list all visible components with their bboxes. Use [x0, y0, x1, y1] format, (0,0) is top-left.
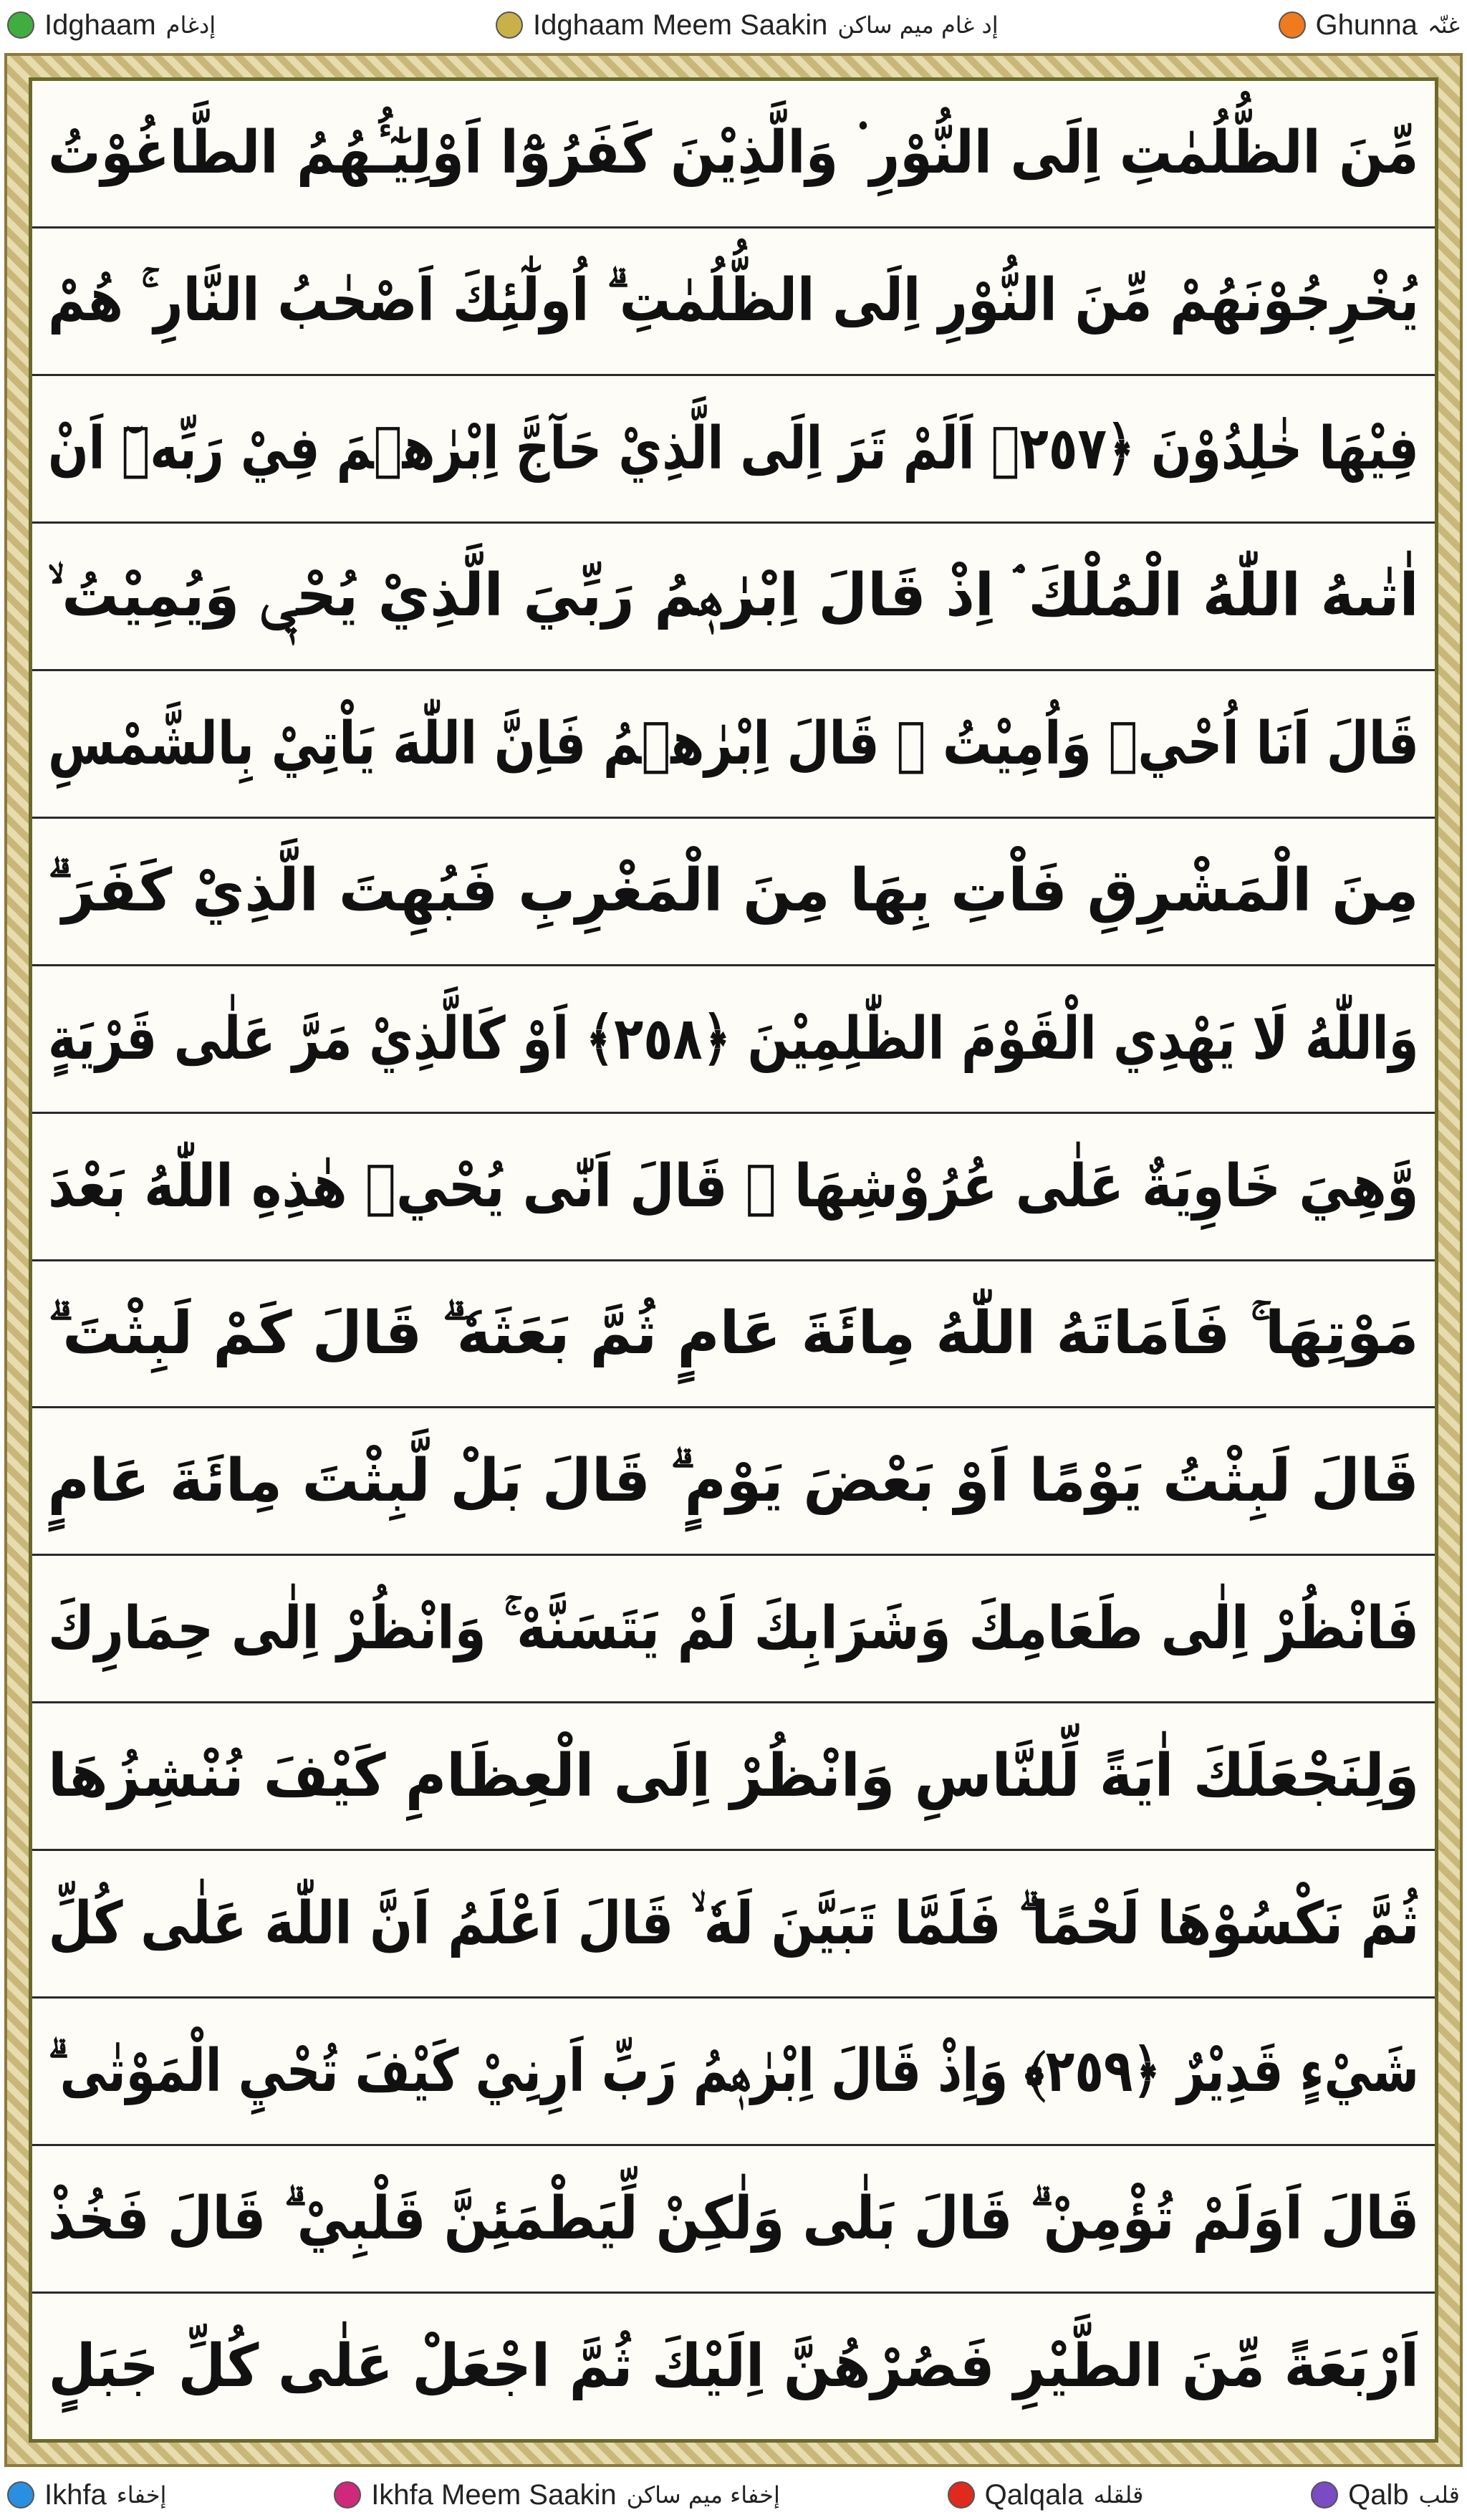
legend-item-qalqala [948, 2479, 1144, 2511]
text-line-5 [32, 671, 1435, 819]
line-text: مَوْتِهَا ۚ فَاَمَاتَهُ اللّٰهُ مِائَةَ عَامٍ ثُمَّ بَعَثَهٗ ۗ قَالَ كَمْ لَبِثْتَ ۗ [48, 1299, 1419, 1367]
line-text: قَالَ اَوَلَمْ تُؤْمِنْ ۗ قَالَ بَلٰى وَلٰكِنْ لِّيَطْمَئِنَّ قَلْبِيْ ۗ قَالَ فَخُذْ [47, 2184, 1420, 2253]
text-line-16 [32, 2294, 1435, 2439]
legend-label-ar: غنّہ [1427, 11, 1460, 39]
text-line-3 [32, 376, 1435, 524]
idghaam-color-dot-icon [7, 11, 34, 39]
text-line-7 [32, 966, 1435, 1114]
line-text: فَانْظُرْ اِلٰى طَعَامِكَ وَشَرَابِكَ لَمْ يَتَسَنَّهْ ۚ وَانْظُرْ اِلٰى حِمَارِكَ [47, 1594, 1420, 1663]
legend-item-ikhfa [7, 2479, 166, 2511]
legend-label-en: Idghaam Meem Saakin [533, 9, 828, 41]
legend-label-ar: إد غام میم ساکن [837, 11, 999, 39]
legend-bottom [0, 2470, 1467, 2520]
legend-item-qalb [1311, 2479, 1460, 2511]
line-text: قَالَ لَبِثْتُ يَوْمًا اَوْ بَعْضَ يَوْمٍ ۗ قَالَ بَلْ لَّبِثْتَ مِائَةَ عَامٍ [47, 1446, 1420, 1515]
text-line-4 [32, 524, 1435, 671]
legend-label-ar: قلب [1418, 2481, 1460, 2509]
line-text: فِيْهَا خٰلِدُوْنَ ﴿٢٥٧﴾ اَلَمْ تَرَ اِلَى الَّذِيْ حَآجَّ اِبْرٰهٖمَ فِيْ رَبِّهٖٓ اَنْ [48, 414, 1419, 483]
verse-lines [32, 81, 1435, 2439]
ghunna-color-dot-icon [1279, 11, 1306, 39]
legend-top [0, 0, 1467, 50]
line-text: مِّنَ الظُّلُمٰتِ اِلَى النُّوْرِ ۬ وَالَّذِيْنَ كَفَرُوْٓا اَوْلِيٰٓـُٔهُمُ الطَّاغُوْتُ [48, 119, 1419, 188]
text-panel [29, 77, 1438, 2443]
qalb-color-dot-icon [1311, 2481, 1338, 2509]
text-line-1 [32, 81, 1435, 229]
qalqala-color-dot-icon [948, 2481, 975, 2509]
text-line-15 [32, 2146, 1435, 2294]
legend-label-en: Ghunna [1315, 9, 1418, 41]
line-text: وَاللّٰهُ لَا يَهْدِي الْقَوْمَ الظّٰلِمِيْنَ ﴿٢٥٨﴾ اَوْ كَالَّذِيْ مَرَّ عَلٰى قَرْيَةٍ [48, 1004, 1419, 1073]
line-text: وَلِنَجْعَلَكَ اٰيَةً لِّلنَّاسِ وَانْظُرْ اِلَى الْعِظَامِ كَيْفَ نُنْشِزُهَا [47, 1742, 1420, 1811]
text-line-8 [32, 1114, 1435, 1261]
page-frame [4, 53, 1463, 2467]
text-line-13 [32, 1851, 1435, 1999]
legend-label-ar: إدغام [165, 11, 216, 39]
text-line-12 [32, 1703, 1435, 1851]
ikhfa-meem-saakin-color-dot-icon [334, 2481, 361, 2509]
line-text: ثُمَّ نَكْسُوْهَا لَحْمًا ۗ فَلَمَّا تَبَيَّنَ لَهٗ ۙ قَالَ اَعْلَمُ اَنَّ اللّٰهَ عَلٰى كُلِّ [48, 1889, 1419, 1958]
text-line-6 [32, 819, 1435, 966]
legend-label-en: Ikhfa Meem Saakin [371, 2478, 617, 2511]
legend-item-idghaam-meem-saakin [496, 9, 999, 42]
legend-label-ar: إخفاء [116, 2481, 167, 2509]
text-line-10 [32, 1408, 1435, 1556]
legend-item-idghaam [7, 9, 216, 42]
text-line-14 [32, 1999, 1435, 2146]
ikhfa-color-dot-icon [7, 2481, 34, 2509]
line-text: وَّهِيَ خَاوِيَةٌ عَلٰى عُرُوْشِهَا ۚ قَالَ اَنّٰى يُحْيٖ هٰذِهِ اللّٰهُ بَعْدَ [48, 1152, 1419, 1221]
idghaam-meem-saakin-color-dot-icon [496, 11, 523, 39]
line-text: اٰتٰىهُ اللّٰهُ الْمُلْكَ ۘ اِذْ قَالَ اِبْرٰهٖمُ رَبِّيَ الَّذِيْ يُحْيٖ وَيُمِيْتُ ۙ [47, 562, 1420, 630]
legend-label-en: Qalqala [984, 2478, 1084, 2511]
legend-label-en: Idghaam [44, 9, 156, 41]
line-text: قَالَ اَنَا اُحْيٖ وَاُمِيْتُ ۗ قَالَ اِبْرٰهٖمُ فَاِنَّ اللّٰهَ يَاْتِيْ بِالشَّمْسِ [47, 709, 1419, 778]
legend-item-ikhfa-meem-saakin [334, 2479, 780, 2511]
line-text: اَرْبَعَةً مِّنَ الطَّيْرِ فَصُرْهُنَّ اِلَيْكَ ثُمَّ اجْعَلْ عَلٰى كُلِّ جَبَلٍ [48, 2332, 1419, 2401]
legend-label-ar: إخفاء میم ساکن [626, 2481, 780, 2509]
legend-label-en: Ikhfa [44, 2478, 107, 2511]
legend-label-ar: قلقله [1093, 2481, 1144, 2509]
line-text: شَيْءٍ قَدِيْرٌ ﴿٢٥٩﴾ وَاِذْ قَالَ اِبْرٰهٖمُ رَبِّ اَرِنِيْ كَيْفَ تُحْيِ الْمَوْتٰى ۗ [48, 2036, 1419, 2105]
text-line-9 [32, 1261, 1435, 1409]
text-line-11 [32, 1556, 1435, 1703]
legend-item-ghunna [1279, 9, 1460, 42]
text-line-2 [32, 229, 1435, 376]
legend-label-en: Qalb [1348, 2478, 1409, 2511]
line-text: مِنَ الْمَشْرِقِ فَاْتِ بِهَا مِنَ الْمَغْرِبِ فَبُهِتَ الَّذِيْ كَفَرَ ۗ [47, 857, 1420, 925]
line-text: يُخْرِجُوْنَهُمْ مِّنَ النُّوْرِ اِلَى الظُّلُمٰتِ ۗ اُولٰٓئِكَ اَصْحٰبُ النَّارِ ۚ هُمْ [48, 266, 1419, 335]
